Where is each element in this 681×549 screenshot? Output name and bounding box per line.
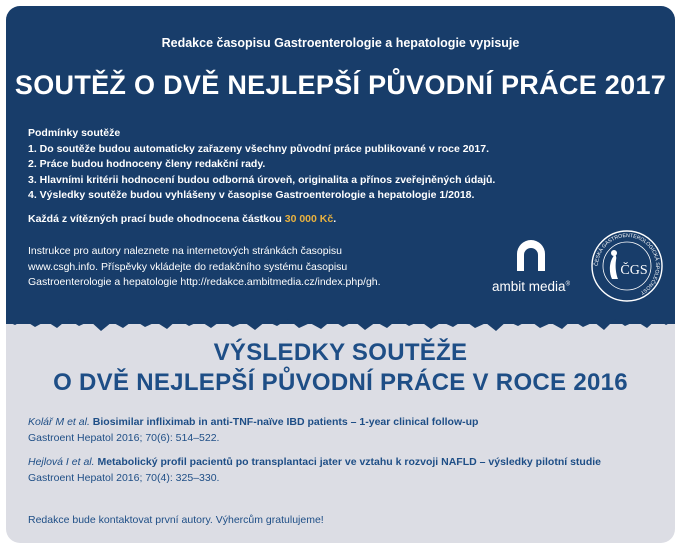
instructions-line: www.csgh.info. Příspěvky vkládejte do redakčního systému časopisu [28,260,348,273]
ambit-name: ambit media [492,279,566,294]
announcement-panel [6,6,675,324]
instructions-line: Gastroenterologie a hepatologie http://redakce.ambitmedia.cz/index.php/gh. [28,276,381,289]
torn-edge [6,306,675,342]
condition-item: 4. Výsledky soutěže budou vyhlášeny v časopise Gastroenterologie a hepatologie 1/2018. [28,189,475,202]
prize-line [28,213,336,225]
instructions-block [28,244,381,291]
ambit-mark-icon [511,238,551,272]
cgs-seal-logo [590,229,664,303]
ambit-media-logo [476,238,586,294]
paper-authors: Hejlová I et al. [28,456,95,468]
prize-end: . [333,213,337,225]
contest-headline: SOUTĚŽ O DVĚ NEJLEPŠÍ PŮVODNÍ PRÁCE 2017 [14,70,667,100]
intro-line: Redakce časopisu Gastroenterologie a hepatologie vypisuje [161,36,520,50]
results-heading-line1: VÝSLEDKY SOUTĚŽE [213,339,468,366]
closing-note: Redakce bude kontaktovat první autory. Výhercům gratulujeme! [28,514,324,526]
result-paper-1 [28,415,478,447]
cgs-ring-text: ČESKÁ GASTROENTEROLOGICKÁ SPOLEČNOST [593,232,661,296]
prize-text: Každá z vítězných prací bude ohodnocena částkou [28,213,285,225]
cgs-monogram: ČGS [620,263,648,278]
instructions-line: Instrukce pro autory naleznete na internetových stránkách časopisu [28,245,343,257]
result-paper-2 [28,455,601,487]
prize-amount: 30 000 Kč [284,213,334,225]
conditions-title: Podmínky soutěže [28,127,121,139]
paper-authors: Kolář M et al. [28,416,90,428]
condition-item: 1. Do soutěže budou automaticky zařazeny všechny původní práce publikované v roce 2017. [28,142,489,155]
results-heading-line2: O DVĚ NEJLEPŠÍ PŮVODNÍ PRÁCE V ROCE 2016 [53,369,628,396]
registered-mark: ® [565,281,570,288]
contest-card [6,6,675,543]
paper-title: Biosimilar infliximab in anti-TNF-naïve IBD patients – 1-year clinical follow-up [92,416,479,428]
condition-item: 3. Hlavními kritérii hodnocení budou odborná úroveň, originalita a přínos zveřejněných údajů. [28,173,496,186]
figure-icon [610,255,618,279]
condition-item: 2. Práce budou hodnoceny členy redakční rady. [28,158,266,171]
paper-citation: Gastroent Hepatol 2016; 70(6): 514–522. [28,431,220,444]
paper-title: Metabolický profil pacientů po transplantaci jater ve vztahu k rozvoji NAFLD – výsledky pilotní studie [97,456,601,468]
conditions-block [28,126,495,204]
paper-citation: Gastroent Hepatol 2016; 70(4): 325–330. [28,471,220,484]
